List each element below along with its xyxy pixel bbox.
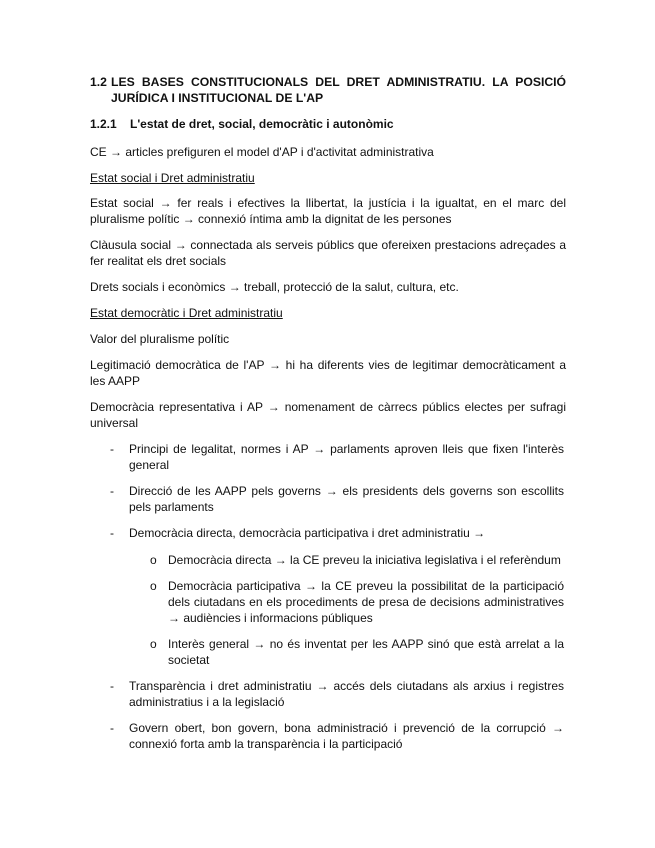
subbullet-marker: o (150, 637, 157, 651)
estat-democratic-title: Estat democràtic i Dret administratiu (90, 306, 283, 320)
bullet-marker: - (110, 484, 114, 498)
subbullet-marker: o (150, 579, 157, 593)
subbullet-marker: o (150, 553, 157, 567)
bullet-legalitat: Principi de legalitat, normes i AP → parlaments aproven lleis que fixen l'interès general (129, 442, 564, 472)
bullet-govern-obert: Govern obert, bon govern, bona administració i prevenció de la corrupció → connexió forta amb la transparència i la participació (129, 721, 564, 751)
bullet-marker: - (110, 442, 114, 456)
paragraph-democracia-representativa: Democràcia representativa i AP → nomenament de càrrecs públics electes per sufragi universal (90, 400, 566, 430)
subsection-heading (90, 116, 566, 132)
section-number: 1.2 (90, 75, 107, 89)
section-title-line-2: JURÍDICA I INSTITUCIONAL DE L'AP (111, 91, 324, 105)
section-heading (90, 74, 566, 106)
section-title-line-1: LES BASES CONSTITUCIONALS DEL DRET ADMINISTRATIU. LA POSICIÓ (111, 75, 566, 89)
subsection-title: L'estat de dret, social, democràtic i autonòmic (130, 117, 394, 131)
paragraph-ce: CE → articles prefiguren el model d'AP i d'activitat administrativa (90, 145, 434, 159)
subbullet-participativa: Democràcia participativa → la CE preveu la possibilitat de la participació dels ciutadans en els procediments de presa de decisions administratives → audiències i informacions públiques (168, 579, 564, 625)
subbullet-directa: Democràcia directa → la CE preveu la iniciativa legislativa i el referèndum (168, 553, 561, 567)
bullet-direccio: Direcció de les AAPP pels governs → els presidents dels governs son escollits pels parlaments (129, 484, 564, 514)
bullet-transparencia: Transparència i dret administratiu → accés dels ciutadans als arxius i registres administratius i a la legislació (129, 679, 564, 709)
bullet-marker: - (110, 679, 114, 693)
paragraph-pluralisme: Valor del pluralisme polític (90, 332, 230, 346)
subsection-number: 1.2.1 (90, 117, 117, 131)
bullet-marker: - (110, 526, 114, 540)
paragraph-clausula-social: Clàusula social → connectada als serveis públics que ofereixen prestacions adreçades a fer realitat els dret socials (90, 238, 566, 268)
paragraph-estat-social: Estat social → fer reals i efectives la llibertat, la justícia i la igualtat, en el marc del pluralisme polític → connexió íntima amb la dignitat de les persones (90, 196, 566, 226)
estat-social-title: Estat social i Dret administratiu (90, 171, 255, 185)
bullet-democracia-directa: Democràcia directa, democràcia participativa i dret administratiu → (129, 526, 486, 540)
paragraph-legitimacio: Legitimació democràtica de l'AP → hi ha diferents vies de legitimar democràticament a les AAPP (90, 358, 566, 388)
subbullet-interes-general: Interès general → no és inventat per les AAPP sinó que està arrelat a la societat (168, 637, 564, 667)
bullet-marker: - (110, 721, 114, 735)
paragraph-drets-socials: Drets socials i econòmics → treball, protecció de la salut, cultura, etc. (90, 280, 459, 294)
